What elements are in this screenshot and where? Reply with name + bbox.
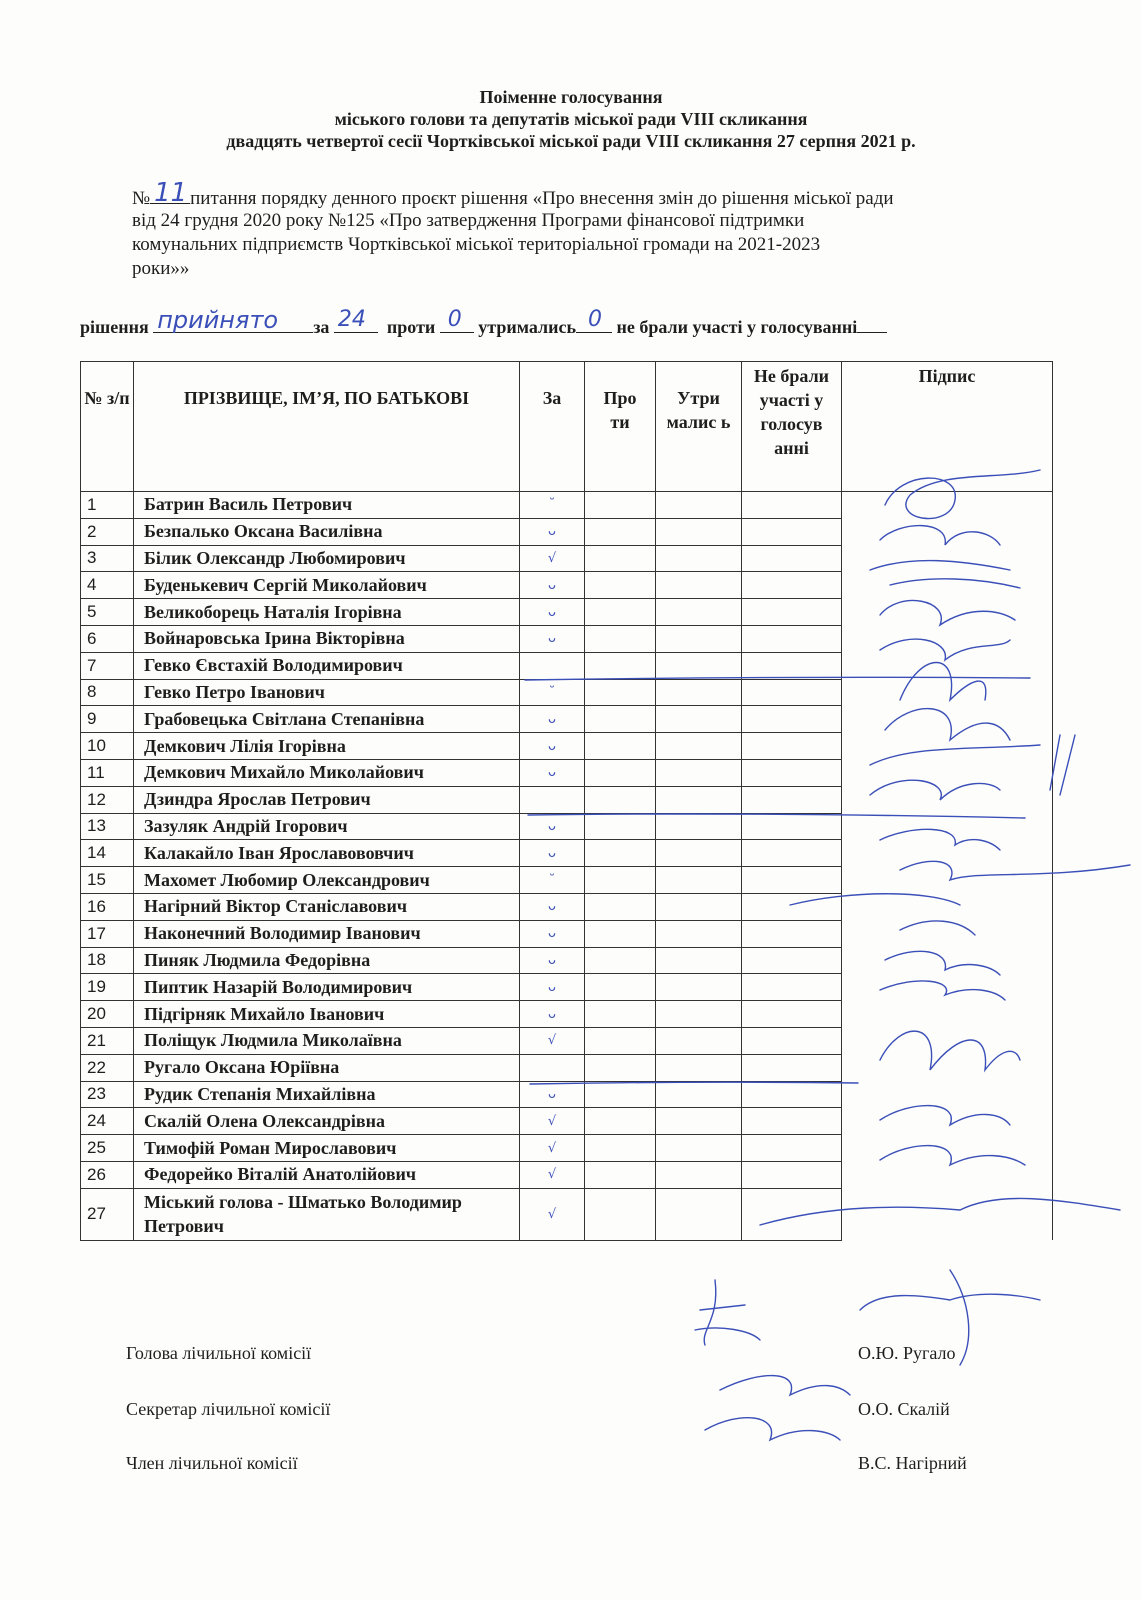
question-line-4: роки»» [132,258,190,279]
row-abstain-vote [656,518,742,545]
table-row [81,759,1053,786]
row-against-vote [585,1135,656,1162]
row-against-vote [585,974,656,1001]
question-number-blank [150,178,190,208]
row-for-vote [520,813,585,840]
row-name: Тимофій Роман Мирославович [134,1135,520,1162]
row-against-vote [585,893,656,920]
row-not-voting [742,786,842,813]
row-number: 2 [81,518,134,545]
table-row [81,1054,1053,1081]
header-for: За [520,362,585,492]
header-against: Про ти [585,362,656,492]
row-number: 20 [81,1001,134,1028]
row-number: 7 [81,652,134,679]
row-signature-cell [842,893,1053,920]
table-row [81,786,1053,813]
row-number: 23 [81,1081,134,1108]
vote-tick-mark: √ [547,1113,557,1129]
row-signature-cell [842,518,1053,545]
vote-tick-mark: ᴗ [548,952,556,968]
row-number: 13 [81,813,134,840]
row-against-vote [585,492,656,519]
against-handwritten: 0 [447,307,462,332]
row-abstain-vote [656,733,742,760]
vote-tick-mark: ᴗ [548,711,556,727]
vote-tick-mark: ᴗ [548,738,556,754]
row-number: 24 [81,1108,134,1135]
row-number: 19 [81,974,134,1001]
row-name: Безпалько Оксана Василівна [134,518,520,545]
row-abstain-vote [656,813,742,840]
row-signature-cell [842,974,1053,1001]
row-for-vote [520,572,585,599]
row-abstain-vote [656,1161,742,1188]
question-line-1 [132,178,1056,211]
row-for-vote [520,1001,585,1028]
table-row [81,893,1053,920]
question-line-3: комунальних підприємств Чортківської міської територіальної громади на 2021-2023 [132,234,821,255]
row-signature-cell [842,706,1053,733]
voting-table-body [81,492,1053,1241]
row-abstain-vote [656,706,742,733]
table-row [81,652,1053,679]
row-number: 15 [81,867,134,894]
row-signature-cell [842,840,1053,867]
row-not-voting [742,599,842,626]
vote-tick-mark: ˘ [548,872,556,888]
voting-table [80,361,1053,1241]
question-number-handwritten: 11 [154,178,188,208]
row-against-vote [585,1081,656,1108]
row-signature-cell [842,1188,1053,1240]
row-name: Демкович Лілія Ігорівна [134,733,520,760]
row-for-vote [520,518,585,545]
row-number: 27 [81,1188,134,1240]
table-row [81,1081,1053,1108]
row-signature-cell [842,947,1053,974]
row-abstain-vote [656,492,742,519]
row-number: 14 [81,840,134,867]
row-signature-cell [842,492,1053,519]
row-name: Підгірняк Михайло Іванович [134,1001,520,1028]
row-not-voting [742,679,842,706]
row-not-voting [742,867,842,894]
row-number: 11 [81,759,134,786]
row-against-vote [585,1054,656,1081]
header-name: ПРІЗВИЩЕ, ІМ’Я, ПО БАТЬКОВІ [134,362,520,492]
row-signature-cell [842,625,1053,652]
row-not-voting [742,974,842,1001]
row-against-vote [585,1108,656,1135]
row-not-voting [742,1188,842,1240]
row-abstain-vote [656,786,742,813]
decision-label: рішення [80,317,149,337]
row-against-vote [585,759,656,786]
row-not-voting [742,1054,842,1081]
vote-tick-mark: ᴗ [548,845,556,861]
row-signature-cell [842,572,1053,599]
table-row [81,1135,1053,1162]
row-not-voting [742,1135,842,1162]
row-name: Скалій Олена Олександрівна [134,1108,520,1135]
row-not-voting [742,1027,842,1054]
vote-tick-mark: √ [547,1140,557,1156]
vote-tick-mark: ᴗ [548,1086,556,1102]
row-against-vote [585,1161,656,1188]
row-abstain-vote [656,1001,742,1028]
row-signature-cell [842,679,1053,706]
not-voting-label: не брали участі у голосуванні [616,317,858,337]
row-abstain-vote [656,1108,742,1135]
row-signature-cell [842,733,1053,760]
table-row [81,706,1053,733]
row-name: Рудик Степанія Михайлівна [134,1081,520,1108]
for-handwritten: 24 [337,307,366,332]
row-name: Демкович Михайло Миколайович [134,759,520,786]
table-row [81,518,1053,545]
row-against-vote [585,947,656,974]
row-signature-cell [842,920,1053,947]
row-not-voting [742,625,842,652]
row-for-vote [520,545,585,572]
abstained-handwritten: 0 [588,307,602,332]
table-row [81,1027,1053,1054]
row-number: 17 [81,920,134,947]
row-for-vote [520,1135,585,1162]
header-abstain: Утри малис ь [656,362,742,492]
row-signature-cell [842,1001,1053,1028]
table-header-row [81,362,1053,492]
row-name: Федорейко Віталій Анатолійович [134,1161,520,1188]
row-for-vote [520,867,585,894]
row-for-vote [520,733,585,760]
not-voting-blank [857,314,887,333]
header-signature: Підпис [842,362,1053,492]
row-name: Пиптик Назарій Володимирович [134,974,520,1001]
row-not-voting [742,759,842,786]
row-for-vote [520,786,585,813]
row-name: Буденькевич Сергій Миколайович [134,572,520,599]
table-row [81,1001,1053,1028]
vote-tick-mark: ᴗ [548,926,556,942]
row-against-vote [585,840,656,867]
row-for-vote [520,679,585,706]
row-against-vote [585,706,656,733]
row-abstain-vote [656,599,742,626]
row-number: 8 [81,679,134,706]
row-against-vote [585,625,656,652]
row-against-vote [585,786,656,813]
row-abstain-vote [656,1135,742,1162]
vote-tick-mark: ᴗ [548,577,556,593]
row-name: Зазуляк Андрій Ігорович [134,813,520,840]
row-for-vote [520,1161,585,1188]
row-against-vote [585,920,656,947]
row-for-vote [520,974,585,1001]
row-for-vote [520,893,585,920]
abstained-label: утримались [478,317,576,337]
row-for-vote [520,1108,585,1135]
row-number: 5 [81,599,134,626]
row-number: 9 [81,706,134,733]
row-name: Поліщук Людмила Миколаївна [134,1027,520,1054]
row-for-vote [520,492,585,519]
row-name: Міський голова - Шматько Володимир Петрович [134,1188,520,1240]
table-row [81,867,1053,894]
row-not-voting [742,1161,842,1188]
row-signature-cell [842,1027,1053,1054]
row-number: 16 [81,893,134,920]
row-abstain-vote [656,1081,742,1108]
abstained-blank [576,307,612,333]
table-row [81,974,1053,1001]
row-number: 25 [81,1135,134,1162]
row-number: 10 [81,733,134,760]
row-signature-cell [842,1161,1053,1188]
row-abstain-vote [656,840,742,867]
vote-tick-mark: √ [547,1206,557,1222]
table-row [81,1108,1053,1135]
row-signature-cell [842,1054,1053,1081]
row-not-voting [742,1108,842,1135]
result-line [80,306,887,339]
row-number: 4 [81,572,134,599]
row-name: Грабовецька Світлана Степанівна [134,706,520,733]
table-row [81,733,1053,760]
row-signature-cell [842,652,1053,679]
table-row [81,572,1053,599]
row-number: 1 [81,492,134,519]
row-name: Войнаровська Ірина Вікторівна [134,625,520,652]
row-abstain-vote [656,759,742,786]
row-against-vote [585,1001,656,1028]
row-for-vote [520,652,585,679]
row-for-vote [520,599,585,626]
row-against-vote [585,867,656,894]
table-row [81,813,1053,840]
row-abstain-vote [656,974,742,1001]
row-signature-cell [842,1108,1053,1135]
person-member: В.С. Нагірний [858,1453,967,1473]
row-signature-cell [842,1135,1053,1162]
vote-tick-mark: ᴗ [548,631,556,647]
table-row [81,625,1053,652]
row-signature-cell [842,867,1053,894]
decision-handwritten: прийнято [157,306,279,334]
vote-tick-mark: ᴗ [548,899,556,915]
row-not-voting [742,733,842,760]
vote-tick-mark: √ [547,550,557,566]
for-blank [334,307,378,333]
header-num: № з/п [81,362,134,492]
vote-tick-mark: √ [547,1167,557,1183]
row-for-vote [520,840,585,867]
row-number: 26 [81,1161,134,1188]
row-signature-cell [842,759,1053,786]
decision-blank [153,306,313,334]
vote-tick-mark: ᴗ [548,979,556,995]
row-for-vote [520,625,585,652]
table-row [81,840,1053,867]
title-line-1: Поіменне голосування [479,87,663,107]
row-abstain-vote [656,572,742,599]
row-not-voting [742,492,842,519]
table-row [81,599,1053,626]
row-abstain-vote [656,947,742,974]
table-row [81,947,1053,974]
role-member: Член лічильної комісії [126,1453,298,1473]
row-against-vote [585,572,656,599]
row-name: Гевко Євстахій Володимирович [134,652,520,679]
row-against-vote [585,813,656,840]
row-for-vote [520,1188,585,1240]
row-signature-cell [842,813,1053,840]
row-number: 12 [81,786,134,813]
row-for-vote [520,1027,585,1054]
vote-tick-mark: ᴗ [548,765,556,781]
row-not-voting [742,652,842,679]
row-number: 18 [81,947,134,974]
vote-tick-mark: ˘ [548,684,556,700]
row-for-vote [520,759,585,786]
question-text-1: питання порядку денного проєкт рішення «Про внесення змін до рішення міської ради [190,188,894,209]
row-for-vote [520,1054,585,1081]
row-against-vote [585,679,656,706]
person-secretary: О.О. Скалій [858,1399,950,1419]
table-row [81,920,1053,947]
row-against-vote [585,733,656,760]
row-abstain-vote [656,1188,742,1240]
table-row [81,1188,1053,1240]
table-row [81,492,1053,519]
row-abstain-vote [656,1027,742,1054]
for-label: за [313,317,330,337]
row-name: Ругало Оксана Юріївна [134,1054,520,1081]
row-for-vote [520,706,585,733]
row-against-vote [585,1188,656,1240]
row-number: 6 [81,625,134,652]
table-row [81,1161,1053,1188]
row-not-voting [742,947,842,974]
vote-tick-mark: ᴗ [548,1006,556,1022]
row-name: Пиняк Людмила Федорівна [134,947,520,974]
row-not-voting [742,706,842,733]
row-abstain-vote [656,679,742,706]
vote-tick-mark: ˘ [548,497,556,513]
title-line-2: міського голови та депутатів міської ради VIII скликання [334,109,808,129]
question-line-2: від 24 грудня 2020 року №125 «Про затвердження Програми фінансової підтримки [132,210,805,231]
against-blank [440,307,474,333]
row-not-voting [742,813,842,840]
row-against-vote [585,545,656,572]
row-number: 21 [81,1027,134,1054]
question-number-prefix: № [132,188,151,209]
row-name: Гевко Петро Іванович [134,679,520,706]
row-number: 22 [81,1054,134,1081]
row-name: Нагірний Віктор Станіславович [134,893,520,920]
row-abstain-vote [656,920,742,947]
role-chair: Голова лічильної комісії [126,1343,312,1363]
vote-tick-mark: √ [547,1033,557,1049]
row-number: 3 [81,545,134,572]
row-for-vote [520,1081,585,1108]
row-abstain-vote [656,1054,742,1081]
vote-tick-mark: ᴗ [548,524,556,540]
vote-tick-mark: ᴗ [548,604,556,620]
row-not-voting [742,840,842,867]
row-against-vote [585,518,656,545]
row-name: Батрин Василь Петрович [134,492,520,519]
row-not-voting [742,572,842,599]
row-against-vote [585,652,656,679]
row-not-voting [742,545,842,572]
row-against-vote [585,599,656,626]
row-signature-cell [842,1081,1053,1108]
row-against-vote [585,1027,656,1054]
row-not-voting [742,518,842,545]
row-signature-cell [842,545,1053,572]
vote-tick-mark: ᴗ [548,818,556,834]
person-chair: О.Ю. Ругало [858,1343,956,1363]
row-not-voting [742,1001,842,1028]
row-signature-cell [842,786,1053,813]
row-abstain-vote [656,652,742,679]
row-not-voting [742,920,842,947]
row-signature-cell [842,599,1053,626]
row-for-vote [520,920,585,947]
row-name: Наконечний Володимир Іванович [134,920,520,947]
row-abstain-vote [656,545,742,572]
row-name: Білик Олександр Любомирович [134,545,520,572]
row-name: Махомет Любомир Олександрович [134,867,520,894]
row-abstain-vote [656,867,742,894]
row-abstain-vote [656,893,742,920]
table-row [81,545,1053,572]
table-row [81,679,1053,706]
role-secretary: Секретар лічильної комісії [126,1399,331,1419]
header-not-voting: Не брали участі у голосув анні [742,362,842,492]
row-name: Великоборець Наталія Ігорівна [134,599,520,626]
row-for-vote [520,947,585,974]
row-name: Дзиндра Ярослав Петрович [134,786,520,813]
row-name: Калакайло Іван Ярославововчич [134,840,520,867]
row-abstain-vote [656,625,742,652]
against-label: проти [386,317,436,337]
title-line-3: двадцять четвертої сесії Чортківської міської ради VIII скликання 27 серпня 2021 р. [226,131,916,151]
row-not-voting [742,1081,842,1108]
row-not-voting [742,893,842,920]
